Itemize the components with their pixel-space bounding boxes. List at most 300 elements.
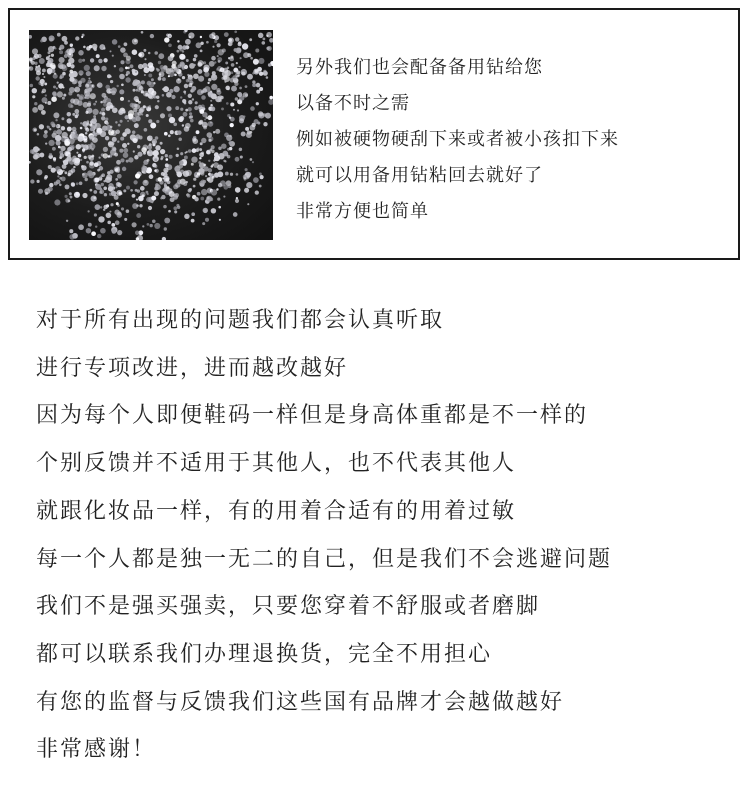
rhinestone-dot (198, 69, 203, 74)
rhinestone-dot (199, 148, 202, 151)
rhinestone-dot (180, 63, 185, 68)
rhinestone-dot (198, 121, 202, 125)
rhinestone-dot (116, 202, 119, 205)
rhinestone-dot (47, 68, 53, 74)
rhinestone-dot (146, 197, 151, 202)
rhinestone-dot (217, 171, 223, 177)
rhinestone-dot (149, 174, 154, 179)
rhinestone-dot (92, 132, 95, 135)
rhinestone-dot (163, 205, 167, 209)
rhinestone-dot (106, 174, 112, 180)
rhinestone-dot (54, 181, 58, 185)
rhinestone-dot (87, 210, 89, 212)
rhinestone-dot (44, 177, 47, 180)
rhinestone-dot (90, 189, 93, 192)
rhinestone-dot (103, 205, 107, 209)
rhinestone-dot (211, 84, 217, 90)
rhinestone-dot (230, 123, 234, 127)
rhinestone-dot (77, 136, 83, 142)
rhinestone-dot (120, 158, 124, 162)
rhinestone-dot (233, 212, 238, 217)
rhinestone-dot (150, 123, 156, 129)
rhinestone-dot (57, 81, 59, 83)
rhinestone-dot (33, 128, 38, 133)
rhinestone-dot (95, 204, 101, 210)
rhinestone-dot (141, 31, 144, 34)
rhinestone-dot (154, 51, 158, 55)
rhinestone-dot (168, 75, 170, 77)
rhinestone-dot (78, 224, 84, 230)
rhinestone-dot (223, 185, 228, 190)
rhinestone-dot (70, 196, 73, 199)
rhinestone-dot (34, 102, 37, 105)
rhinestone-dot (194, 197, 198, 201)
rhinestone-dot (90, 81, 92, 83)
rhinestone-dot (80, 73, 82, 75)
rhinestone-dot (217, 99, 219, 101)
rhinestone-dot (99, 112, 101, 114)
rhinestone-dot (234, 48, 238, 52)
rhinestone-dot (193, 64, 195, 66)
rhinestone-dot (134, 96, 139, 101)
rhinestone-dot (237, 92, 242, 97)
rhinestone-dot (193, 73, 199, 79)
rhinestone-dot (80, 78, 85, 83)
rhinestone-dot (245, 85, 248, 88)
rhinestone-dot (226, 135, 232, 141)
rhinestone-dot (146, 106, 148, 108)
rhinestone-dot (210, 100, 212, 102)
rhinestone-dot (268, 99, 273, 105)
rhinestone-dot (105, 136, 109, 140)
rhinestone-dot (205, 218, 209, 222)
rhinestone-dot (133, 180, 137, 184)
rhinestone-dot (164, 227, 167, 230)
rhinestone-dot (142, 194, 145, 197)
rhinestone-dot (214, 152, 219, 157)
rhinestone-dot (170, 197, 175, 202)
rhinestone-dot (48, 46, 54, 52)
rhinestone-dot (138, 64, 143, 69)
rhinestone-dot (217, 198, 220, 201)
rhinestone-dot (139, 107, 144, 112)
rhinestone-dot (67, 112, 72, 117)
rhinestone-dot (45, 102, 47, 104)
rhinestone-dot (55, 119, 57, 121)
rhinestone-dot (75, 115, 78, 118)
rhinestone-dot (187, 74, 189, 76)
rhinestone-dot (139, 86, 144, 91)
rhinestone-dot (211, 208, 216, 213)
rhinestone-dot (169, 191, 175, 197)
rhinestone-dot (231, 63, 235, 67)
rhinestone-dot (66, 48, 72, 54)
rhinestone-dot (148, 119, 152, 123)
rhinestone-dot (126, 160, 129, 163)
rhinestone-dot (158, 53, 164, 59)
rhinestone-dot (94, 213, 97, 216)
rhinestone-dot (209, 61, 215, 67)
rhinestone-dot (263, 122, 267, 126)
rhinestone-dot (119, 89, 124, 94)
rhinestone-dot (158, 61, 161, 64)
rhinestone-dot (41, 110, 46, 115)
rhinestone-dot (178, 138, 182, 142)
rhinestone-dot (94, 65, 100, 71)
rhinestone-dot (126, 56, 131, 61)
rhinestone-dot (119, 192, 122, 195)
rhinestone-dot (114, 65, 116, 67)
rhinestone-dot (148, 62, 154, 68)
rhinestone-dot (135, 231, 140, 236)
rhinestone-dot (179, 116, 184, 121)
rhinestone-dot (64, 141, 70, 147)
rhinestone-dot (243, 115, 245, 117)
rhinestone-dot (117, 211, 121, 215)
rhinestone-dot (135, 116, 140, 121)
rhinestones-photo (29, 30, 273, 240)
rhinestone-dot (239, 148, 242, 151)
rhinestone-dot (162, 77, 166, 81)
rhinestone-dot (182, 76, 185, 79)
rhinestone-dot (228, 38, 232, 42)
rhinestone-dot (42, 68, 46, 72)
rhinestone-dot (61, 126, 63, 128)
rhinestone-dot (69, 192, 72, 195)
rhinestone-dot (168, 56, 174, 62)
rhinestone-dot (212, 176, 215, 179)
rhinestone-dot (168, 113, 172, 117)
rhinestone-dot (38, 189, 43, 194)
rhinestone-dot (208, 121, 214, 127)
intro-line: 例如被硬物硬刮下来或者被小孩扣下来 (296, 129, 619, 150)
rhinestone-dot (36, 169, 42, 175)
rhinestone-dot (227, 155, 231, 159)
rhinestone-dot (48, 140, 54, 146)
rhinestone-dot (88, 223, 92, 227)
rhinestone-dot (180, 152, 183, 155)
rhinestone-dot (72, 127, 77, 132)
rhinestone-dot (76, 182, 79, 185)
rhinestone-dot (185, 109, 188, 112)
rhinestone-dot (258, 111, 263, 116)
rhinestone-dot (168, 134, 171, 137)
rhinestone-dot (74, 109, 79, 114)
rhinestone-dot (207, 196, 210, 199)
rhinestone-dot (189, 188, 192, 191)
rhinestone-dot (202, 222, 205, 225)
rhinestone-dot (50, 121, 54, 125)
rhinestone-dot (59, 76, 62, 79)
rhinestone-dot (88, 88, 92, 92)
rhinestone-dot (34, 62, 37, 65)
statement-line: 就跟化妆品一样，有的用着合适有的用着过敏 (36, 498, 517, 524)
rhinestone-dot (269, 96, 273, 100)
rhinestone-dot (212, 46, 214, 48)
rhinestone-dot (247, 203, 249, 205)
rhinestone-dot (108, 141, 114, 147)
rhinestone-dot (269, 38, 273, 43)
rhinestone-dot (230, 56, 233, 59)
rhinestone-dot (89, 161, 93, 165)
rhinestone-dot (169, 117, 175, 123)
rhinestone-dot (220, 67, 225, 72)
intro-line: 就可以用备用钻粘回去就好了 (296, 165, 543, 186)
rhinestone-dot (231, 71, 234, 74)
rhinestone-dot (69, 234, 75, 240)
rhinestone-dot (101, 183, 104, 186)
rhinestone-dot (48, 58, 53, 63)
rhinestone-dot (123, 152, 129, 158)
rhinestone-dot (240, 155, 243, 158)
rhinestone-dot (57, 175, 59, 177)
rhinestone-dot (250, 158, 253, 161)
rhinestone-dot (91, 118, 97, 124)
rhinestone-dot (250, 125, 256, 131)
rhinestone-dot (164, 218, 170, 224)
rhinestone-dot (30, 149, 35, 154)
rhinestone-dot (193, 178, 196, 181)
rhinestone-dot (136, 199, 138, 201)
rhinestone-dot (206, 41, 209, 44)
rhinestone-dot (88, 77, 90, 79)
rhinestone-dot (62, 164, 67, 169)
rhinestone-dot (123, 110, 126, 113)
rhinestone-dot (168, 210, 171, 213)
rhinestone-dot (143, 49, 146, 52)
rhinestone-dot (136, 134, 141, 139)
rhinestone-dot (235, 72, 240, 77)
rhinestone-dot (103, 147, 108, 152)
rhinestone-dot (72, 156, 77, 161)
rhinestone-dot (95, 101, 97, 103)
rhinestone-dot (101, 175, 104, 178)
rhinestone-dot (224, 32, 229, 37)
rhinestone-dot (196, 130, 200, 134)
rhinestone-dot (133, 89, 136, 92)
rhinestone-dot (55, 166, 61, 172)
rhinestone-dot (246, 182, 252, 188)
rhinestone-dot (29, 57, 33, 61)
rhinestone-dot (234, 82, 238, 86)
rhinestone-dot (133, 150, 135, 152)
rhinestone-dot (262, 41, 266, 45)
rhinestone-dot (96, 54, 100, 58)
rhinestone-dot (86, 228, 92, 234)
rhinestone-dot (176, 50, 179, 53)
rhinestone-dot (229, 117, 231, 119)
rhinestone-dot (189, 112, 192, 115)
rhinestone-dot (112, 193, 115, 196)
rhinestone-dot (124, 218, 127, 221)
rhinestone-dot (191, 163, 194, 166)
rhinestone-dot (174, 67, 179, 72)
rhinestone-dot (51, 54, 54, 57)
rhinestone-dot (67, 118, 72, 123)
rhinestone-dot (144, 128, 148, 132)
rhinestone-dot (144, 180, 147, 183)
rhinestone-dot (265, 113, 271, 119)
rhinestone-dot (121, 83, 124, 86)
rhinestone-dot (124, 115, 128, 119)
rhinestone-dot (65, 184, 70, 189)
rhinestone-dot (186, 59, 189, 62)
rhinestone-dot (198, 60, 204, 66)
rhinestone-dot (137, 112, 141, 116)
rhinestone-dot (170, 130, 174, 134)
rhinestone-dot (150, 224, 153, 227)
statement-line: 因为每个人即便鞋码一样但是身高体重都是不一样的 (36, 403, 589, 429)
rhinestone-dot (112, 55, 114, 57)
rhinestone-dot (154, 169, 157, 172)
rhinestone-dot (182, 124, 184, 126)
rhinestone-dot (150, 34, 154, 38)
rhinestone-dot (188, 100, 192, 104)
rhinestone-dot (201, 189, 207, 195)
rhinestone-dot (39, 58, 45, 64)
rhinestone-dot (154, 191, 159, 196)
rhinestone-dot (31, 61, 35, 65)
rhinestone-dot (198, 76, 204, 82)
rhinestone-dot (127, 143, 129, 145)
rhinestone-dot (43, 76, 45, 78)
rhinestone-dot (180, 96, 182, 98)
rhinestone-dot (135, 71, 137, 73)
rhinestone-dot (133, 108, 137, 112)
rhinestone-dot (235, 97, 238, 100)
rhinestone-dot (106, 102, 112, 108)
rhinestone-dot (250, 57, 253, 60)
rhinestone-dot (225, 61, 228, 64)
rhinestone-dot (59, 50, 63, 54)
rhinestone-dot (173, 184, 178, 189)
rhinestone-dot (92, 109, 98, 115)
rhinestone-dot (243, 175, 247, 179)
rhinestone-dot (216, 88, 220, 92)
rhinestone-dot (111, 223, 115, 227)
rhinestone-dot (204, 118, 206, 120)
rhinestone-dot (155, 105, 159, 109)
rhinestone-dot (150, 136, 153, 139)
rhinestone-dot (199, 109, 204, 114)
rhinestone-dot (95, 184, 101, 190)
rhinestone-dot (86, 123, 89, 126)
rhinestone-dot (200, 36, 202, 38)
rhinestone-dot (29, 35, 32, 39)
rhinestone-dot (48, 186, 53, 191)
rhinestone-dot (59, 184, 62, 187)
rhinestone-dot (160, 197, 162, 199)
rhinestone-dot (44, 82, 47, 85)
statement-line: 每一个人都是独一无二的自己，但是我们不会逃避问题 (36, 546, 613, 572)
rhinestone-dot (101, 116, 105, 120)
rhinestone-dot (174, 210, 177, 213)
rhinestone-dot (184, 126, 190, 132)
rhinestone-dot (256, 102, 259, 105)
rhinestone-dot (176, 154, 179, 157)
rhinestone-dot (165, 158, 168, 161)
rhinestone-dot (177, 130, 182, 135)
rhinestone-dot (258, 33, 263, 38)
rhinestone-dot (147, 159, 150, 162)
rhinestone-dot (179, 164, 183, 168)
rhinestone-dot (94, 177, 99, 182)
intro-text (296, 50, 736, 230)
rhinestone-dot (67, 62, 72, 67)
rhinestone-dot (179, 48, 182, 51)
rhinestone-dot (228, 42, 233, 47)
rhinestone-dot (35, 66, 37, 68)
rhinestone-dot (107, 171, 110, 174)
rhinestone-dot (154, 158, 157, 161)
rhinestone-dot (195, 101, 198, 104)
rhinestone-dot (184, 214, 189, 219)
rhinestone-dot (126, 186, 130, 190)
rhinestone-dot (255, 49, 259, 53)
rhinestone-dot (133, 138, 138, 143)
rhinestone-dot (82, 172, 88, 178)
rhinestone-dot (75, 90, 77, 92)
rhinestone-dot (175, 106, 179, 110)
rhinestone-dot (90, 127, 94, 131)
rhinestone-dot (200, 50, 203, 53)
rhinestone-dot (102, 93, 107, 98)
rhinestone-dot (158, 77, 162, 81)
rhinestone-dot (118, 124, 121, 127)
rhinestone-dot (142, 225, 144, 227)
rhinestone-dot (245, 168, 248, 171)
rhinestone-dot (177, 147, 180, 150)
rhinestone-dot (205, 117, 207, 119)
rhinestone-dot (195, 175, 198, 178)
rhinestone-dot (249, 38, 252, 41)
rhinestone-dot (81, 165, 86, 170)
rhinestone-dot (140, 186, 145, 191)
rhinestone-dot (82, 193, 87, 198)
rhinestone-dot (183, 171, 189, 177)
rhinestone-dot (73, 99, 79, 105)
rhinestone-dot (225, 172, 229, 176)
rhinestone-dot (100, 228, 106, 234)
rhinestone-dot (152, 139, 157, 144)
rhinestone-dot (42, 73, 44, 75)
rhinestone-dot (155, 136, 159, 140)
rhinestone-dot (223, 75, 228, 80)
rhinestone-dot (188, 107, 192, 111)
rhinestone-dot (201, 95, 206, 100)
rhinestone-dot (250, 106, 255, 111)
rhinestone-dot (184, 156, 188, 160)
rhinestone-dot (48, 165, 52, 169)
intro-line: 以备不时之需 (296, 93, 410, 114)
rhinestone-dot (93, 115, 96, 118)
intro-line: 另外我们也会配备备用钻给您 (296, 57, 543, 78)
rhinestone-dot (49, 153, 52, 156)
rhinestone-dot (156, 120, 159, 123)
rhinestone-dot (177, 179, 181, 183)
rhinestone-dot (117, 141, 119, 143)
rhinestone-dot (193, 58, 196, 61)
rhinestone-dot (130, 64, 134, 68)
rhinestone-dot (239, 87, 242, 90)
rhinestone-dot (110, 203, 113, 206)
statement-line: 有您的监督与反馈我们这些国有品牌才会越做越好 (36, 689, 565, 715)
rhinestone-dot (75, 36, 79, 40)
rhinestone-dot (189, 116, 192, 119)
rhinestone-dot (40, 79, 45, 84)
rhinestone-dot (122, 167, 126, 171)
rhinestone-dot (160, 142, 163, 145)
